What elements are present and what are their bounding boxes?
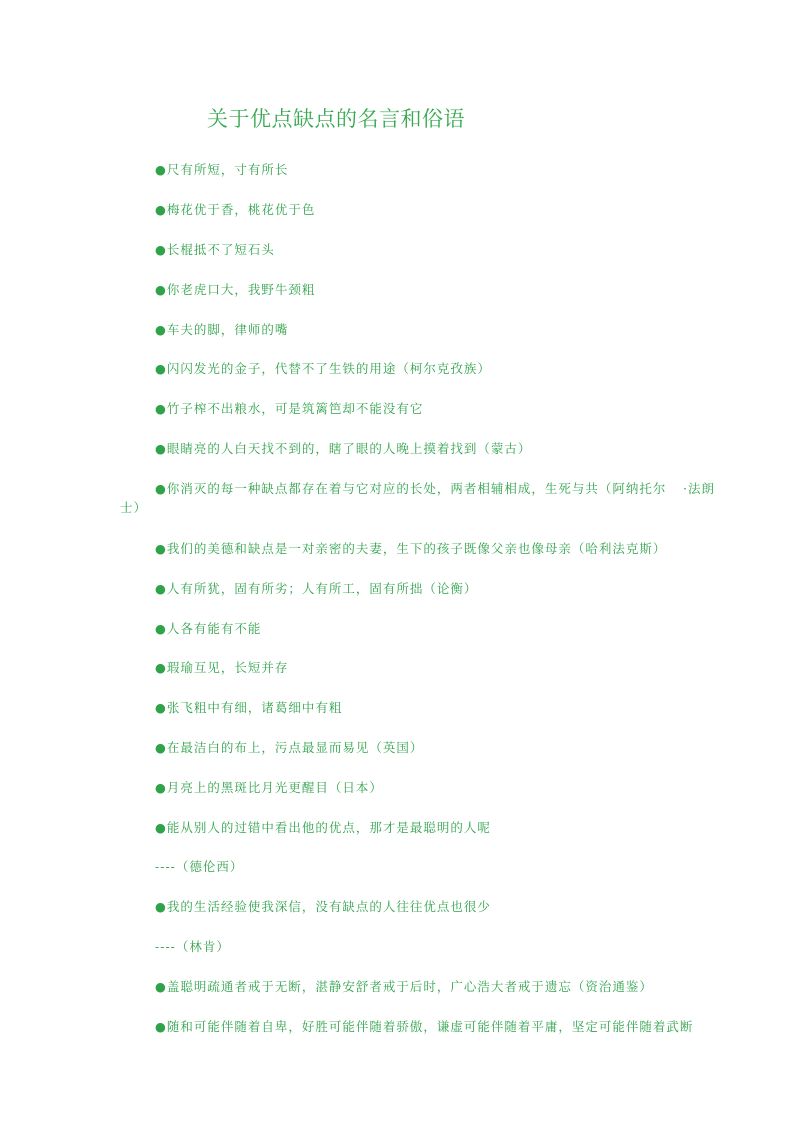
list-item-wrapped [120,479,715,515]
list-item: ●尺有所短，寸有所长 [155,162,289,177]
list-item-first-line-tail: ·法朗 [683,481,715,496]
list-item: ●我们的美德和缺点是一对亲密的夫妻，生下的孩子既像父亲也像母亲（哈利法克斯） [155,541,667,556]
list-item: ●人各有能有不能 [155,621,262,636]
list-item: ●在最洁白的布上，污点最显而易见（英国） [155,740,424,755]
list-item: ●竹子榨不出粮水，可是筑篱笆却不能没有它 [155,401,424,416]
list-item: ●我的生活经验使我深信，没有缺点的人往往优点也很少 [155,899,491,914]
list-item: ●随和可能伴随着自卑，好胜可能伴随着骄傲，谦虚可能伴随着平庸，坚定可能伴随着武断 [155,1019,694,1034]
list-item: ●瑕瑜互见，长短并存 [155,660,289,675]
list-item: ●能从别人的过错中看出他的优点，那才是最聪明的人呢 [155,820,491,835]
page-title: 关于优点缺点的名言和俗语 [207,107,465,131]
list-item: ●月亮上的黑斑比月光更醒目（日本） [155,780,383,795]
list-item: ●长棍抵不了短石头 [155,242,275,257]
list-item: ●盖聪明疏通者戒于无断，湛静安舒者戒于后时，广心浩大者戒于遗忘（资治通鉴） [155,979,653,994]
list-item-second-line: 士） [120,500,148,515]
list-item: ●梅花优于香，桃花优于色 [155,202,316,217]
list-item: ●车夫的脚，律师的嘴 [155,322,289,337]
list-item: ●人有所犹，固有所劣；人有所工，固有所拙（论衡） [155,581,478,596]
list-item: ●张飞粗中有细，诸葛细中有粗 [155,700,343,715]
attribution: ----（林肯） [155,939,230,954]
list-item: ●眼睛亮的人白天找不到的，瞎了眼的人晚上摸着找到（蒙古） [155,441,532,456]
list-item: ●闪闪发光的金子，代替不了生铁的用途（柯尔克孜族） [155,361,491,376]
list-item: ●你老虎口大，我野牛颈粗 [155,282,316,297]
attribution: ----（德伦西） [155,859,244,874]
list-item-first-line: ●你消灭的每一种缺点都存在着与它对应的长处，两者相辅相成，生死与共（阿纳托尔 [155,481,667,496]
